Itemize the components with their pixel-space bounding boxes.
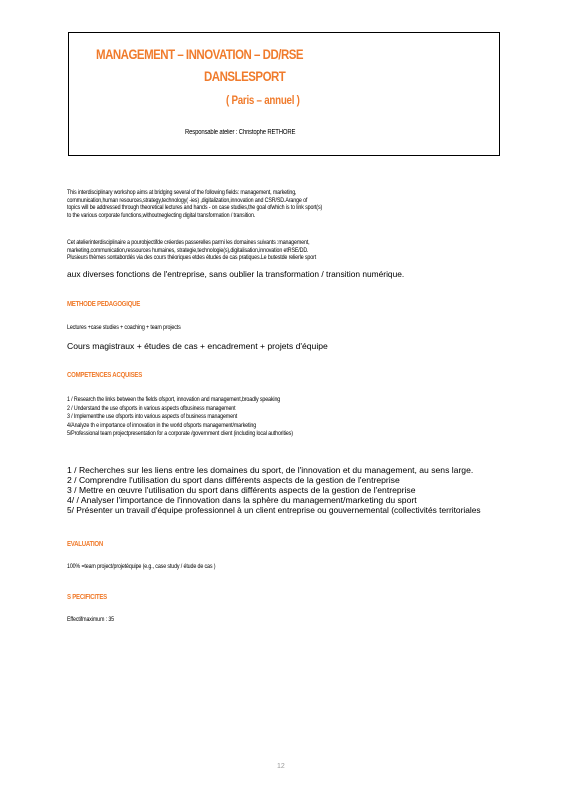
- specificites-text: Effectifmaximum : 35: [67, 616, 115, 623]
- competence-en-item: 4/Analyze th e importance of innovation in the world ofsports management/marketing: [67, 421, 257, 429]
- intro-en-line: communication,human resources,strategy,technology( -ies) ,digitalization,innovation and CSR/SD.Arange of: [67, 196, 308, 204]
- competence-en-item: 5/Professional team projectpresentation for a corporate /government client (including local authorities): [67, 430, 293, 438]
- competence-en-item: 3 / Implementthe use ofsports into various aspects of business management: [67, 413, 238, 421]
- competence-fr-item: 2 / Comprendre l'utilisation du sport dans différents aspects de la gestion de l'entreprise: [67, 475, 400, 485]
- competence-en-item: 2 / Understand the use ofsports in various aspects ofbusiness management: [67, 404, 236, 412]
- methode-heading: METHODE PEDAGOGIQUE: [67, 299, 141, 308]
- intro-en-line: to the various corporate functions,withoutneglecting digital transformation / transition.: [67, 211, 256, 219]
- intro-fr-line: Cet atelierinterdisciplinaire a pourobjectifde créerdes passerelles parmi les domaines suivants :management,: [67, 239, 310, 246]
- intro-fr-final: aux diverses fonctions de l'entreprise, sans oublier la transformation / transition numérique.: [67, 269, 405, 279]
- specificites-heading: S PECIFICITES: [67, 592, 107, 601]
- evaluation-heading: EVALUATION: [67, 539, 104, 548]
- competences-heading: COMPETENCES ACQUISES: [67, 370, 143, 379]
- competence-fr-item: 3 / Mettre en œuvre l'utilisation du sport dans différents aspects de la gestion de l'entreprise: [67, 485, 416, 495]
- competences-fr-list: [67, 465, 481, 515]
- methode-en: Lectures +case studies + coaching + team projects: [67, 324, 181, 331]
- evaluation-text: 100% =team project/projetéquipe (e.g., case study / étude de cas ): [67, 563, 216, 570]
- methode-fr: Cours magistraux + études de cas + encadrement + projets d'équipe: [67, 341, 328, 351]
- intro-fr-line: Plusieurs thèmes sontabordés via des cours théoriques etdes études de cas pratiques.Le butestde relierle sport: [67, 254, 317, 262]
- competence-fr-item: 5/ Présenter un travail d'équipe professionnel à un client entreprise ou gouvernemental (collectivités territoriales: [67, 505, 481, 515]
- intro-en-line: This interdisciplinary workshop aims at bridging several of the following fields: management, marketing,: [67, 189, 297, 196]
- competence-fr-item: 4/ / Analyser l'importance de l'innovation dans la sphère du management/marketing du sport: [67, 495, 417, 505]
- title-line-3: ( Paris – annuel ): [226, 95, 300, 107]
- intro-fr: [67, 239, 507, 262]
- intro-en: [67, 189, 507, 219]
- competence-en-item: 1 / Research the links between the fields ofsport, innovation and management,broadly speaking: [67, 396, 281, 403]
- title-line-2: DANSLESPORT: [204, 68, 286, 84]
- title-line-1: MANAGEMENT – INNOVATION – DD/RSE: [96, 46, 304, 62]
- competences-en-list: [67, 396, 507, 439]
- competence-fr-item: 1 / Recherches sur les liens entre les domaines du sport, de l'innovation et du management, au sens large.: [67, 465, 474, 475]
- intro-fr-line: marketing,communication,ressources humaines, strategie,technologie(s),digitalisation,innovation etRSE/DD.: [67, 246, 309, 254]
- page-number: 12: [277, 763, 285, 770]
- responsable-line: Responsable atelier : Christophe RETHORE: [185, 129, 296, 136]
- intro-en-line: topics will be addressed through theoretical lectures and hands - on case studies,the goal ofwhich is to link sport(s): [67, 204, 323, 212]
